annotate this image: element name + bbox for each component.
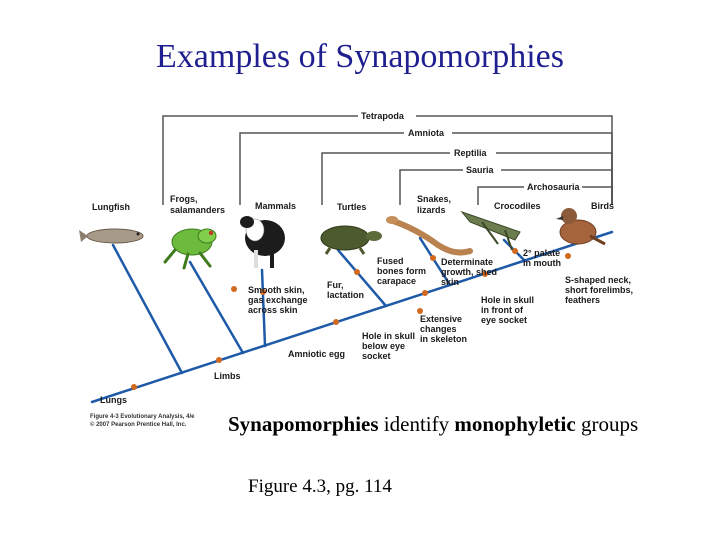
group-label-tetrapoda: Tetrapoda — [361, 111, 404, 121]
marker-smooth-skin — [231, 286, 237, 292]
char-extensive-3: in skeleton — [420, 334, 468, 344]
figure-credit-1: Figure 4-3 Evolutionary Analysis, 4/e — [90, 414, 195, 420]
marker-amniotic-egg — [333, 319, 339, 325]
char-determinate-2: growth, shed — [441, 267, 497, 277]
char-sshaped-1: S-shaped neck, — [565, 275, 632, 285]
caption-term-synapomorphies: Synapomorphies — [228, 412, 379, 436]
bird-illustration — [556, 208, 605, 244]
taxa-labels — [92, 194, 614, 215]
char-smooth-skin-3: across skin — [248, 305, 298, 315]
group-label-sauria: Sauria — [466, 165, 494, 175]
marker-hole-below-eye — [422, 290, 428, 296]
bracket-reptilia — [322, 153, 612, 205]
lizard-illustration — [386, 216, 470, 253]
marker-lungs — [131, 384, 137, 390]
caption-middle: identify — [378, 412, 455, 436]
taxon-crocodiles: Crocodiles — [494, 201, 541, 211]
caption-end: groups — [575, 412, 639, 436]
char-lungs: Lungs — [100, 395, 127, 405]
char-limbs: Limbs — [214, 371, 241, 381]
char-determinate-3: skin — [441, 277, 460, 287]
char-hole-front-3: eye socket — [481, 315, 528, 325]
caption — [228, 412, 638, 437]
figure-credit-2: © 2007 Pearson Prentice Hall, Inc. — [90, 422, 187, 428]
char-fused-3: carapace — [377, 276, 417, 286]
char-sshaped-3: feathers — [565, 295, 601, 305]
char-palate-2: in mouth — [523, 258, 561, 268]
group-label-reptilia: Reptilia — [454, 148, 487, 158]
marker-limbs — [216, 357, 222, 363]
char-smooth-skin-1: Smooth skin, — [248, 285, 305, 295]
char-fur-2: lactation — [327, 290, 365, 300]
char-fused-1: Fused — [377, 256, 404, 266]
char-smooth-skin-2: gas exchange — [248, 295, 308, 305]
crocodile-illustration — [462, 212, 520, 250]
taxon-lungfish: Lungfish — [92, 202, 130, 212]
group-label-amniota: Amniota — [408, 128, 444, 138]
char-hole-front-1: Hole in skull — [481, 295, 535, 305]
branch-lungfish — [113, 245, 182, 373]
taxon-mammals: Mammals — [255, 201, 297, 211]
figure-reference: Figure 4.3, pg. 114 — [248, 476, 392, 497]
taxon-turtles: Turtles — [337, 202, 367, 212]
char-hole-front-2: in front of — [481, 305, 523, 315]
char-extensive-2: changes — [420, 324, 457, 334]
character-labels — [100, 248, 633, 405]
taxon-salamanders: salamanders — [170, 205, 226, 215]
taxon-birds: Birds — [591, 201, 615, 211]
char-hole-below-1: Hole in skull — [362, 331, 416, 341]
marker-palate — [512, 248, 518, 254]
dog-illustration — [240, 216, 285, 268]
caption-term-monophyletic: monophyletic — [454, 412, 576, 436]
taxon-lizards: lizards — [417, 205, 446, 215]
char-fur-1: Fur, — [327, 280, 344, 290]
char-amniotic-egg: Amniotic egg — [288, 349, 346, 359]
char-palate-1: 2° palate — [523, 248, 561, 258]
marker-determinate-growth — [430, 255, 436, 261]
lungfish-illustration — [79, 229, 143, 243]
group-label-archosauria: Archosauria — [527, 182, 580, 192]
char-determinate-1: Determinate — [441, 257, 494, 267]
turtle-illustration — [321, 226, 382, 254]
slide-title: Examples of Synapomorphies — [156, 38, 564, 75]
taxon-frogs: Frogs, — [170, 194, 198, 204]
char-sshaped-2: short forelimbs, — [565, 285, 634, 295]
char-hole-below-2: below eye — [362, 341, 406, 351]
taxon-snakes: Snakes, — [417, 194, 452, 204]
marker-sshaped-neck — [565, 253, 571, 259]
branch-frogs — [190, 262, 243, 353]
char-fused-2: bones form — [377, 266, 427, 276]
char-extensive-1: Extensive — [420, 314, 463, 324]
char-hole-below-3: socket — [362, 351, 391, 361]
marker-fused-bones — [354, 269, 360, 275]
